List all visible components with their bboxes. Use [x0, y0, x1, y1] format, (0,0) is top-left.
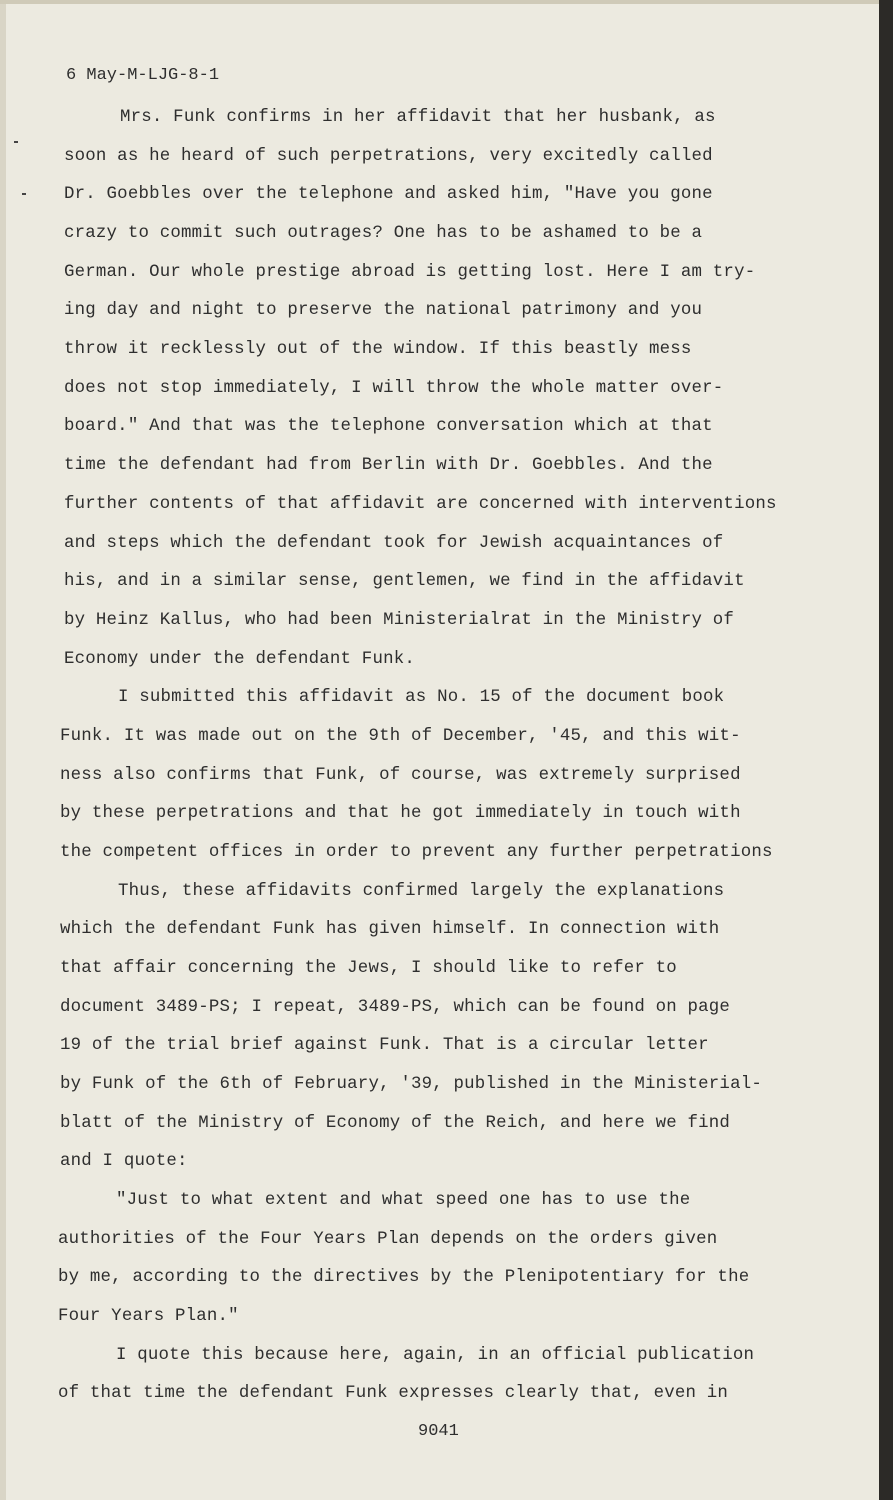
text-line: Economy under the defendant Funk. — [64, 650, 415, 669]
quote-line: by me, according to the directives by the Plenipotentiary for the — [58, 1268, 750, 1287]
text-line: German. Our whole prestige abroad is getting lost. Here I am try- — [64, 263, 756, 282]
text-line: blatt of the Ministry of Economy of the Reich, and here we find — [60, 1114, 731, 1133]
margin-mark — [14, 141, 18, 143]
text-line: 19 of the trial brief against Funk. That is a circular letter — [60, 1036, 709, 1055]
text-line: by these perpetrations and that he got immediately in touch with — [60, 804, 741, 823]
text-line: and I quote: — [60, 1152, 188, 1171]
text-line: of that time the defendant Funk expresses clearly that, even in — [58, 1384, 729, 1403]
text-line: I submitted this affidavit as No. 15 of the document book — [118, 688, 725, 707]
text-line: crazy to commit such outrages? One has to be ashamed to be a — [64, 224, 703, 243]
text-line: ing day and night to preserve the national patrimony and you — [64, 301, 703, 320]
text-line: by Funk of the 6th of February, '39, published in the Ministerial- — [60, 1075, 762, 1094]
text-line: Mrs. Funk confirms in her affidavit that her husbank, as — [120, 108, 716, 127]
text-line: further contents of that affidavit are concerned with interventions — [64, 495, 777, 514]
document-reference: 6 May-M-LJG-8-1 — [66, 66, 220, 85]
text-line: and steps which the defendant took for Jewish acquaintances of — [64, 534, 724, 553]
text-line: does not stop immediately, I will throw the whole matter over- — [64, 379, 724, 398]
text-line: time the defendant had from Berlin with Dr. Goebbles. And the — [64, 456, 713, 475]
text-line: Dr. Goebbles over the telephone and asked him, "Have you gone — [64, 185, 713, 204]
text-line: Funk. It was made out on the 9th of December, '45, and this wit- — [60, 727, 741, 746]
text-line: document 3489-PS; I repeat, 3489-PS, which can be found on page — [60, 998, 731, 1017]
margin-mark — [22, 193, 26, 195]
text-line: ness also confirms that Funk, of course, was extremely surprised — [60, 766, 741, 785]
text-line: Thus, these affidavits confirmed largely the explanations — [118, 882, 725, 901]
quote-line: Four Years Plan." — [58, 1307, 239, 1326]
page-number: 9041 — [418, 1422, 459, 1441]
text-line: the competent offices in order to prevent any further perpetrations — [60, 843, 773, 862]
text-line: board." And that was the telephone conversation which at that — [64, 417, 713, 436]
quote-line: authorities of the Four Years Plan depends on the orders given — [58, 1230, 718, 1249]
text-line: that affair concerning the Jews, I should like to refer to — [60, 959, 677, 978]
text-line: by Heinz Kallus, who had been Ministerialrat in the Ministry of — [64, 611, 735, 630]
quote-line: "Just to what extent and what speed one has to use the — [116, 1191, 691, 1210]
text-line: throw it recklessly out of the window. If this beastly mess — [64, 340, 692, 359]
text-line: I quote this because here, again, in an official publication — [116, 1346, 755, 1365]
text-line: soon as he heard of such perpetrations, very excitedly called — [64, 147, 713, 166]
text-line: which the defendant Funk has given himself. In connection with — [60, 920, 720, 939]
text-line: his, and in a similar sense, gentlemen, we find in the affidavit — [64, 572, 745, 591]
